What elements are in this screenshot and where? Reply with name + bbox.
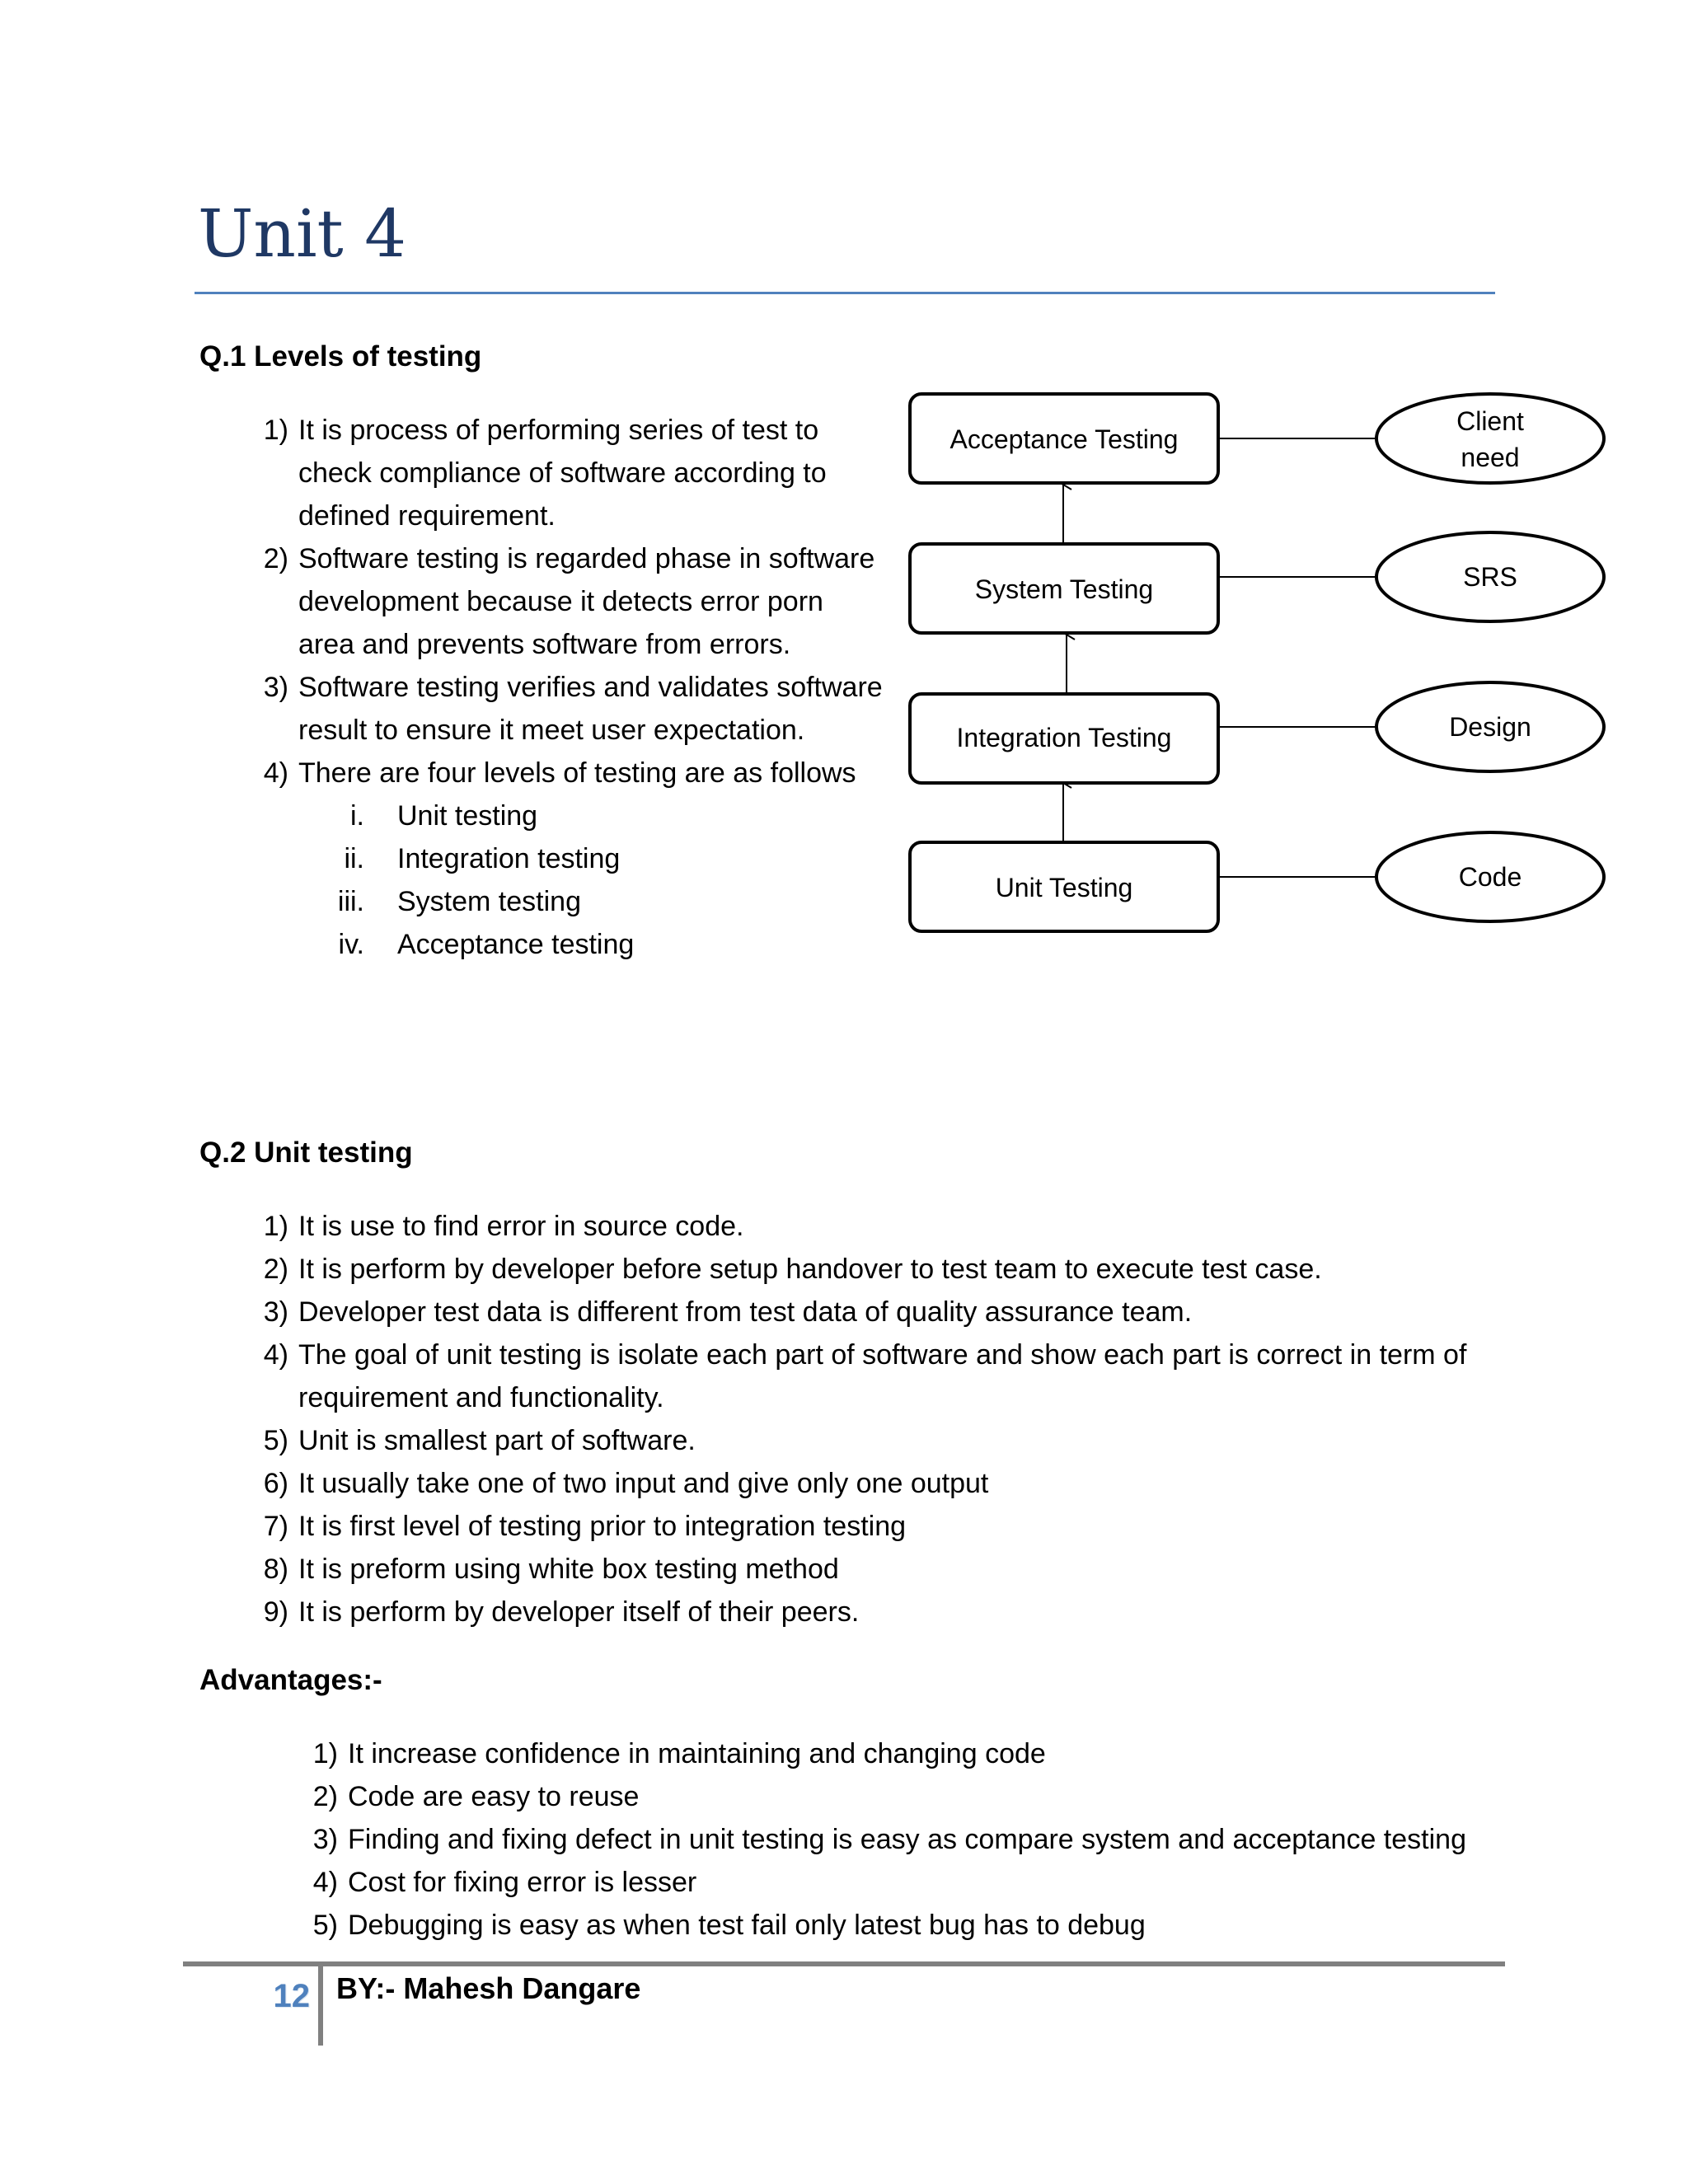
- list-line: check compliance of software according to: [298, 457, 827, 489]
- sublist-number: i.: [350, 800, 364, 832]
- list-item: [239, 1248, 1508, 1291]
- sublist-text: Unit testing: [397, 800, 538, 832]
- list-line: requirement and functionality.: [298, 1382, 664, 1413]
- box-label: Acceptance Testing: [950, 424, 1179, 454]
- sublist-item: [298, 794, 898, 837]
- list-item: [239, 1548, 1508, 1591]
- title-underline: [195, 292, 1495, 294]
- list-number: 4): [263, 1339, 288, 1371]
- list-line: Software testing verifies and validates software: [298, 672, 883, 703]
- list-number: 1): [312, 1738, 338, 1769]
- list-line: The goal of unit testing is isolate each part of software and show each part is correct in term of: [298, 1339, 1467, 1371]
- page-title: Unit 4: [198, 195, 407, 272]
- sublist-item: [298, 837, 898, 880]
- list-item: [288, 1818, 1508, 1861]
- q2-heading: Q.2 Unit testing: [199, 1137, 413, 1169]
- list-number: 1): [263, 415, 288, 446]
- list-line: It is use to find error in source code.: [298, 1211, 744, 1242]
- list-number: 4): [312, 1867, 338, 1898]
- oval-label: SRS: [1463, 562, 1517, 592]
- list-item: [239, 409, 898, 537]
- list-number: 5): [312, 1910, 338, 1941]
- list-line: It is first level of testing prior to integration testing: [298, 1511, 907, 1542]
- client-need-oval: [1376, 394, 1604, 483]
- list-number: 3): [263, 1296, 288, 1328]
- list-line: Software testing is regarded phase in software: [298, 543, 875, 574]
- list-item: [239, 1505, 1508, 1548]
- list-line: It is preform using white box testing method: [298, 1554, 839, 1585]
- unit-testing-box: [910, 842, 1218, 931]
- list-line: It is process of performing series of test to: [298, 415, 819, 446]
- list-item: [239, 1205, 1508, 1248]
- list-number: 7): [263, 1511, 288, 1542]
- list-item: [239, 1591, 1508, 1633]
- list-number: 6): [263, 1468, 288, 1499]
- sublist-number: iv.: [338, 929, 364, 960]
- list-line: There are four levels of testing are as follows: [298, 757, 856, 789]
- oval-label: Code: [1458, 862, 1522, 892]
- list-number: 2): [263, 1254, 288, 1285]
- footer-author: BY:- Mahesh Dangare: [336, 1971, 641, 2005]
- list-line: It is perform by developer before setup handover to test team to execute test case.: [298, 1254, 1322, 1285]
- list-line: Developer test data is different from test data of quality assurance team.: [298, 1296, 1193, 1328]
- list-item: [239, 1462, 1508, 1505]
- sublist-text: System testing: [397, 886, 581, 917]
- sublist-number: iii.: [337, 886, 364, 917]
- list-item: [239, 1333, 1508, 1419]
- list-text: It increase confidence in maintaining and changing code: [348, 1738, 1046, 1769]
- oval-label: Client: [1456, 406, 1524, 436]
- list-number: 9): [263, 1596, 288, 1628]
- list-line: development because it detects error porn: [298, 586, 823, 617]
- page-number: 12: [273, 1978, 310, 2014]
- list-number: 5): [263, 1425, 288, 1456]
- box-label: Integration Testing: [956, 723, 1172, 752]
- list-text: Cost for fixing error is lesser: [348, 1867, 697, 1898]
- list-number: 3): [263, 672, 288, 703]
- system-testing-box: [910, 544, 1218, 633]
- list-item: [288, 1732, 1508, 1775]
- box-label: Unit Testing: [995, 873, 1133, 902]
- list-number: 1): [263, 1211, 288, 1242]
- list-item: [288, 1775, 1508, 1818]
- oval-label: need: [1461, 443, 1520, 472]
- advantages-list: [288, 1732, 1508, 1947]
- list-number: 2): [312, 1781, 338, 1812]
- sublist-item: [298, 880, 898, 923]
- list-item: [239, 1419, 1508, 1462]
- footer-divider: [318, 1966, 323, 2046]
- list-line: It usually take one of two input and give only one output: [298, 1468, 989, 1499]
- box-label: System Testing: [974, 574, 1154, 604]
- code-oval: [1376, 832, 1604, 921]
- q2-list: [239, 1205, 1508, 1633]
- list-number: 4): [263, 757, 288, 789]
- integration-testing-box: [910, 694, 1218, 783]
- oval-label: Design: [1449, 712, 1531, 742]
- sublist-text: Integration testing: [397, 843, 621, 874]
- list-line: result to ensure it meet user expectation.: [298, 715, 805, 746]
- list-text: Finding and fixing defect in unit testing is easy as compare system and acceptance testing: [348, 1824, 1466, 1855]
- list-text: Code are easy to reuse: [348, 1781, 640, 1812]
- acceptance-testing-box: [910, 394, 1218, 483]
- list-item: [239, 752, 898, 966]
- q1-list: [239, 409, 898, 966]
- list-item: [239, 537, 898, 666]
- advantages-heading: Advantages:-: [199, 1664, 382, 1696]
- list-item: [288, 1904, 1508, 1947]
- q1-heading: Q.1 Levels of testing: [199, 340, 482, 373]
- srs-oval: [1376, 532, 1604, 621]
- footer-rule: [183, 1961, 1505, 1966]
- list-item: [288, 1861, 1508, 1904]
- design-oval: [1376, 682, 1604, 771]
- list-number: 8): [263, 1554, 288, 1585]
- list-text: Debugging is easy as when test fail only latest bug has to debug: [348, 1910, 1146, 1941]
- testing-levels-diagram: [898, 387, 1615, 948]
- list-number: 3): [312, 1824, 338, 1855]
- sublist-number: ii.: [344, 843, 364, 874]
- list-line: Unit is smallest part of software.: [298, 1425, 696, 1456]
- levels-sublist: [298, 794, 898, 966]
- list-line: area and prevents software from errors.: [298, 629, 791, 660]
- sublist-text: Acceptance testing: [397, 929, 635, 960]
- sublist-item: [298, 923, 898, 966]
- list-line: It is perform by developer itself of their peers.: [298, 1596, 860, 1628]
- list-number: 2): [263, 543, 288, 574]
- list-item: [239, 1291, 1508, 1333]
- list-line: defined requirement.: [298, 500, 556, 532]
- list-item: [239, 666, 898, 752]
